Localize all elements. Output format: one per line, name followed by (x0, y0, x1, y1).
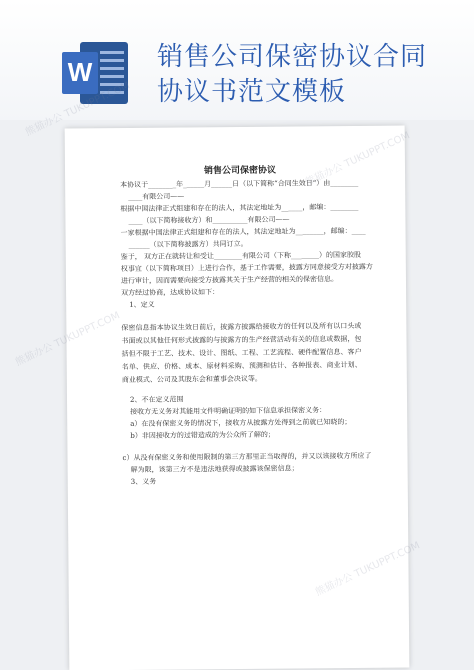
doc-line: ______（以下简称披露方）共同订立。 (128, 239, 248, 249)
doc-line: 权事宜（以下简称项目）上进行合作，基于工作需要，披露方同意接受方对披露方 (120, 262, 373, 274)
doc-line: ____有限公司—— (128, 192, 185, 201)
document-body (120, 165, 373, 489)
list-item: c）从没有保密义务和使用限制的第三方那里正当取得的，并又以该接收方所应了 (122, 451, 372, 463)
section-heading: 3、义务 (130, 477, 157, 486)
word-document-icon (62, 42, 128, 104)
banner-header (0, 0, 474, 120)
list-item: b）非因接收方的过错造成的为公众所了解的； (130, 430, 275, 440)
doc-line: 接收方无义务对其能用文件明确证明的如下信息承担保密义务： (130, 406, 327, 416)
list-item: 解为限，该第三方不是违法地获得或披露该保密信息； (130, 464, 299, 474)
doc-line: ____（以下简称接收方）和__________有限公司—— (128, 215, 290, 225)
doc-line: 根据中国法律正式组建和存在的法人，其法定地址为______，邮编：________ (120, 202, 359, 214)
doc-line: 双方经过协商，达成协议如下： (121, 288, 220, 298)
doc-line: 鉴于， 双方正在就转让和受让________有限公司（下称________）的国家胶股 (120, 250, 362, 262)
page-title-line-1: 销售公司保密协议合同 (157, 42, 428, 72)
section-heading: 1、定义 (129, 300, 155, 309)
watermark: 熊猫办公 (13, 341, 55, 369)
doc-line: 本协议于________年______月______日（以下简称“合同生效日”）由________ (120, 178, 359, 190)
page-title-line-2: 协议书范文模板 (157, 77, 347, 107)
doc-line: 进行审计，因而需要向接受方披露其关于生产经营的相关的保密信息。 (120, 275, 339, 286)
list-item: a）在没有保密义务的情况下，接收方从披露方处得到之前就已知晓的； (130, 418, 352, 428)
svg-text:W: W (67, 57, 93, 87)
definition-paragraph: 保密信息指本协议生效日前后，披露方披露给接收方的任何以及所有以口头或书面或以其他任何形式披露的与披露方的生产经营活动有关的信息或数据，包括但不限于工艺、技术、设计、图纸、工程、工艺流程、硬件配置信息、客户名单、供应、价格、成本、原材料采购、预测和估计、各种报表、商业计划、商业模式、公司及其股东会和董事会决议等。 (121, 321, 362, 385)
section-heading: 2、不在定义范围 (129, 395, 184, 404)
doc-line: 一家根据中国法律正式组建和存在的法人，其法定地址为________，邮编：____ (120, 226, 366, 238)
document-page (65, 126, 410, 670)
document-title: 销售公司保密协议 (203, 165, 277, 177)
